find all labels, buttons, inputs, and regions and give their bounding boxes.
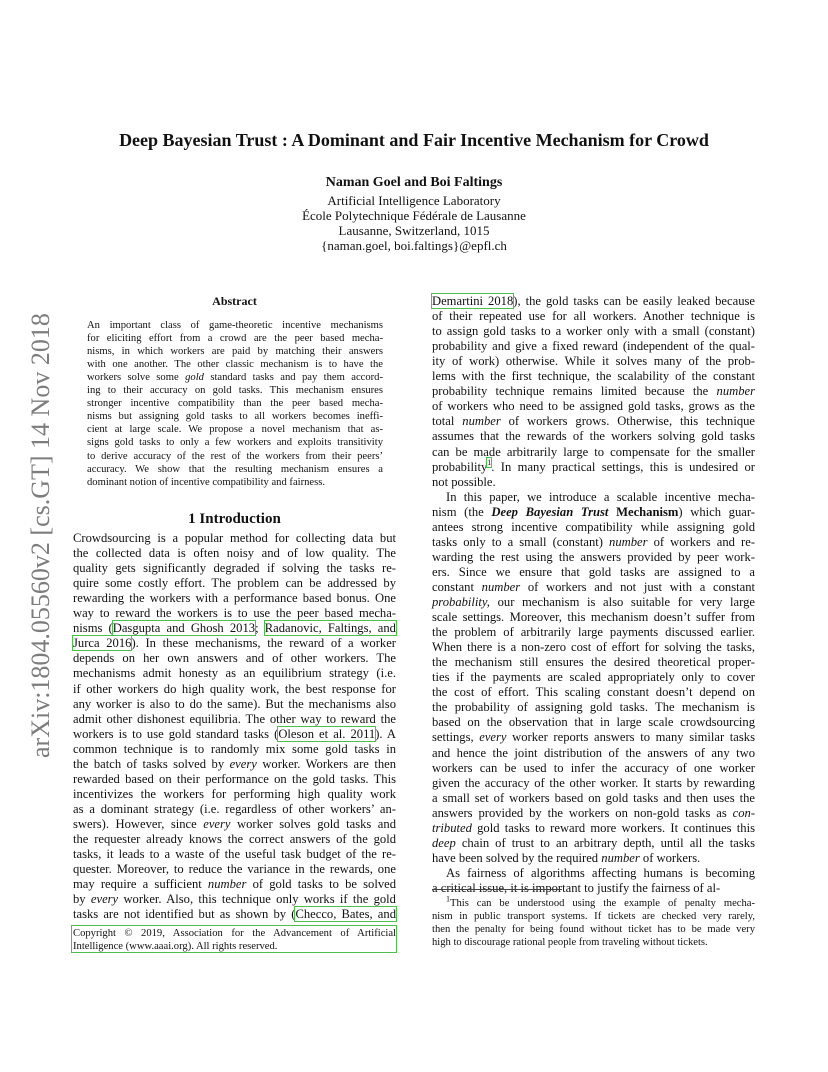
text-line: of workers who need to be assigned gold tasks, grows as the [432, 399, 755, 414]
text-line: depends on her own answers and of other workers. The [73, 651, 396, 666]
author-emails: {naman.goel, boi.faltings}@epfl.ch [321, 238, 507, 253]
text-line: Demartini 2018), the gold tasks can be easily leaked because [432, 294, 755, 308]
footnote-line: high to discourage rational people from traveling without tickets. [432, 937, 708, 948]
text-line: admit other dishonest equilibria. The other way to reward the [73, 711, 396, 726]
text-line: stronger incentive compatibility than the peer based mecha- [87, 398, 383, 410]
text-line: answers provided by the workers on non-gold tasks as con- [432, 805, 755, 820]
text-line: nisms but assigning gold tasks to all workers becomes ineffi- [87, 411, 383, 423]
text-line: assumes that the rewards of the workers solving gold tasks [432, 429, 755, 444]
footnote-line: $^1$This can be understood using the example of penalty mecha- [446, 894, 755, 909]
text-line: probability, our mechanism is also suitable for very large [432, 595, 755, 609]
text-line: Crowdsourcing is a popular method for collecting data but [73, 531, 396, 545]
text-line: probability and give a fixed reward (independent of the qual- [432, 339, 755, 354]
text-line: of their repeated use for all workers. Another technique is [432, 309, 755, 324]
text-line: the probability of assigning gold tasks. The mechanism is [432, 700, 755, 715]
text-line: the problem of arbitrarily large payments discussed earlier. [432, 625, 755, 640]
text-line: dominant notion of incentive compatibility and fairness. [87, 476, 326, 488]
text-line: workers is to use gold standard tasks (Oleson et al. 2011). A [73, 726, 396, 741]
text-line: nisms, in which workers are paid by matching their answers [87, 346, 383, 358]
text-line: the batch of tasks solved by every worker. Workers are then [73, 756, 397, 771]
text-line: incentivizes the workers for performing high quality work [73, 786, 396, 801]
text-line: given the accuracy of the other worker. It starts by rewarding [432, 775, 755, 790]
text-line: An important class of game-theoretic incentive mechanisms [87, 320, 383, 331]
text-line: to assign gold tasks to a worker only with a small (constant) [432, 324, 755, 339]
text-line: rewarding the workers with a performance based bonus. One [73, 591, 396, 606]
affiliation-line: Lausanne, Switzerland, 1015 [338, 223, 490, 238]
text-line: Jurca 2016). In these mechanisms, the reward of a worker [73, 636, 396, 651]
text-line: based on the observation that in large scale crowdsourcing [432, 715, 755, 730]
text-line: tasks, it leads to a waste of the useful task budget of the re- [73, 847, 396, 862]
text-line: the mechanism still ensures the desired theoretical proper- [432, 655, 755, 670]
text-line: if other workers do high quality work, the best response for [73, 681, 396, 696]
copyright-line: Intelligence (www.aaai.org). All rights reserved. [73, 941, 278, 952]
section-heading: 1 Introduction [188, 511, 281, 527]
footnote-line: nism in public transport systems. If tickets are checked very rarely, [432, 911, 755, 922]
text-line: for eliciting effort from a crowd are the peer based mecha- [87, 333, 383, 345]
text-line: tasks are not identified but as shown by (Checco, Bates, and [73, 907, 396, 922]
text-line: probability$^1$. In many practical settings, this is undesired or [432, 458, 755, 474]
text-line: with one another. The other classic mechanism is to have the [87, 359, 383, 371]
text-line: swers). However, since every worker solves gold tasks and [73, 816, 396, 831]
paper-title: Deep Bayesian Trust : A Dominant and Fair Incentive Mechanism for Crowd [119, 130, 709, 150]
text-line: as a dominant strategy (i.e. regardless of other workers’ an- [73, 801, 396, 816]
text-line: scale settings. Moreover, this mechanism doesn’t suffer from [432, 610, 755, 625]
text-line: a critical issue, it is important to justify the fairness of al- [432, 880, 721, 895]
text-line: nisms (Dasgupta and Ghosh 2013; Radanovic, Faltings, and [73, 621, 396, 636]
arxiv-stamp: arXiv:1804.05560v2 [cs.GT] 14 Nov 2018 [26, 313, 55, 758]
text-line: any worker is also to do the same). But the mechanisms also [73, 696, 396, 711]
text-line: workers can be used to infer the accuracy of one worker [432, 760, 755, 775]
footnote-rule [432, 889, 562, 890]
text-line: not possible. [432, 474, 496, 489]
text-line: quire some costly effort. The problem can be addressed by [73, 576, 396, 591]
text-line: tasks only to a small (constant) number of workers and re- [432, 534, 756, 549]
text-line: ers. Since we ensure that gold tasks are assigned to a [432, 564, 755, 579]
text-line: common technique is to randomly mix some gold tasks in [73, 741, 396, 756]
text-line: settings, every worker reports answers to many similar tasks [432, 730, 755, 745]
text-line: In this paper, we introduce a scalable incentive mecha- [446, 489, 755, 504]
text-line: have been solved by the required number of workers. [432, 850, 701, 865]
text-line: nism (the Deep Bayesian Trust Mechanism) which guar- [432, 504, 755, 519]
copyright-line: Copyright © 2019, Association for the Advancement of Artificial [73, 928, 396, 939]
text-line: to derive accuracy of the rest of the workers from their peers’ [87, 450, 383, 462]
text-line: the collected data is often noisy and of low quality. The [73, 546, 396, 561]
text-line: quester. Moreover, to reduce the variance in the rewards, one [73, 862, 396, 877]
text-line: can be made arbitrarily large to compensate for the smaller [432, 444, 755, 459]
text-line: accuracy. We show that the resulting mechanism ensures a [87, 463, 383, 475]
text-line: mechanisms admit honesty as an equilibrium strategy (i.e. [73, 666, 396, 681]
text-line: constant number of workers and not just with a constant [432, 579, 756, 594]
abstract-heading: Abstract [212, 294, 257, 308]
text-line: ing to their accuracy on gold tasks. This mechanism ensures [87, 385, 383, 397]
affiliation-line: Artificial Intelligence Laboratory [327, 193, 501, 208]
text-line: and hence the joint distribution of the answers of any two [432, 745, 755, 760]
text-line: When there is a non-zero cost of effort for solving the tasks, [432, 640, 755, 655]
paper-authors: Naman Goel and Boi Faltings [325, 175, 503, 190]
text-line: tributed gold tasks to reward more workers. It continues this [432, 820, 755, 835]
text-line: antees strong incentive compatibility while assigning gold [432, 519, 755, 534]
text-line: ity of work) otherwise. While it solves many of the prob- [432, 354, 755, 369]
text-line: warding the rest using the answers provided by peer work- [432, 549, 755, 564]
text-line: cient at large scale. We propose a novel mechanism that as- [87, 424, 383, 436]
text-line: deep chain of trust to an arbitrary depth, until all the tasks [432, 835, 755, 850]
text-line: a small set of workers based on gold tasks and then uses the [432, 790, 755, 805]
text-line: signs gold tasks to only a few workers and exploits transitivity [87, 437, 383, 449]
affiliation-line: École Polytechnique Fédérale de Lausanne [302, 208, 526, 223]
text-line: probability technique remains limited because the number [432, 384, 755, 399]
text-line: quality gets significantly degraded if solving the tasks re- [73, 561, 396, 576]
text-line: the requester already knows the correct answers of the gold [73, 832, 396, 846]
text-line: the cost of effort. This scaling constant doesn’t depend on [432, 685, 755, 700]
text-line: lems with the first technique, the scalability of the constant [432, 369, 755, 384]
text-line: way to reward the workers is to use the peer based mecha- [73, 606, 396, 621]
text-line: total number of workers grows. Otherwise, this technique [432, 414, 755, 429]
footnote-line: then the penalty for being found without ticket has to be made very [432, 924, 755, 935]
text-line: ties if the payments are scaled appropriately only to cover [432, 670, 755, 685]
text-line: may require a sufficient number of gold tasks to be solved [73, 877, 397, 892]
text-line: by every worker. Also, this technique only works if the gold [73, 892, 396, 907]
text-line: As fairness of algorithms affecting humans is becoming [446, 865, 755, 880]
text-line: rewarded based on their performance on the gold tasks. This [73, 771, 396, 786]
text-line: workers solve some gold standard tasks and pay them accord- [87, 372, 384, 384]
